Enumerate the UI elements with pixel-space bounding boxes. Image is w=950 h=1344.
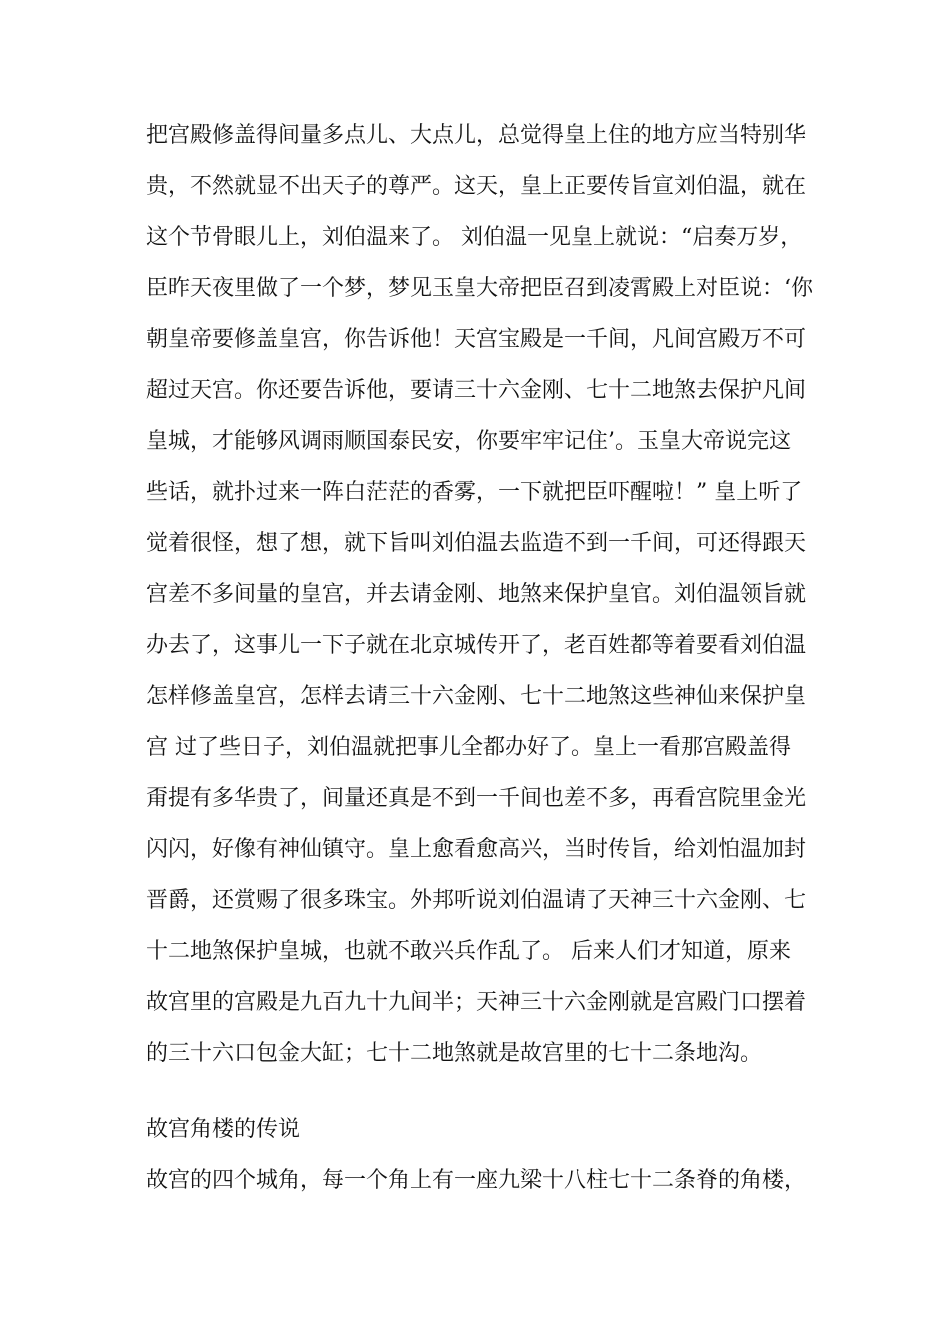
text-line: 甭提有多华贵了，间量还真是不到一千间也差不多，再看宫院里金光 (146, 786, 807, 811)
text-line: 超过天宫。你还要告诉他，要请三十六金刚、七十二地煞去保护凡间 (146, 378, 807, 403)
text-line: 怎样修盖皇宫，怎样去请三十六金刚、七十二地煞这些神仙来保护皇 (146, 684, 807, 709)
text-line: 晋爵，还赏赐了很多珠宝。外邦听说刘伯温请了天神三十六金刚、七 (146, 888, 807, 913)
text-line: 故宫里的宫殿是九百九十九间半；天神三十六金刚就是宫殿门口摆着 (146, 990, 807, 1015)
text-line: 臣昨天夜里做了一个梦，梦见玉皇大帝把臣召到凌霄殿上对臣说：‘你 (146, 276, 813, 301)
section-paragraph (146, 1155, 811, 1206)
text-line: 贵，不然就显不出天子的尊严。这天，皇上正要传旨宣刘伯温，就在 (146, 174, 807, 199)
text-line: 的三十六口包金大缸；七十二地煞就是故宫里的七十二条地沟。 (146, 1041, 763, 1066)
text-line: 宫 过了些日子，刘伯温就把事儿全都办好了。皇上一看那宫殿盖得 (146, 735, 791, 760)
text-line: 闪闪，好像有神仙镇守。皇上愈看愈高兴，当时传旨，给刘怕温加封 (146, 837, 807, 862)
text-line: 皇城，才能够风调雨顺国泰民安，你要牢牢记住’。玉皇大帝说完这 (146, 429, 791, 454)
story-paragraph (146, 110, 811, 1079)
section-heading (146, 1104, 811, 1155)
text-line: 这个节骨眼儿上，刘伯温来了。 刘伯温一见皇上就说：“启奏万岁， (146, 225, 803, 250)
text-line: 些话，就扑过来一阵白茫茫的香雾，一下就把臣吓醒啦！” 皇上听了 (146, 480, 803, 505)
text-line: 觉着很怪，想了想，就下旨叫刘伯温去监造不到一千间，可还得跟天 (146, 531, 807, 556)
text-line: 十二地煞保护皇城，也就不敢兴兵作乱了。 后来人们才知道，原来 (146, 939, 791, 964)
text-line: 宫差不多间量的皇宫，并去请金刚、地煞来保护皇官。刘伯温领旨就 (146, 582, 807, 607)
section-heading-text: 故宫角楼的传说 (146, 1117, 301, 1142)
text-line: 办去了，这事儿一下子就在北京城传开了，老百姓都等着要看刘伯温 (146, 633, 807, 658)
text-line: 把宫殿修盖得间量多点儿、大点儿，总觉得皇上住的地方应当特别华 (146, 123, 807, 148)
text-line: 故宫的四个城角，每一个角上有一座九梁十八柱七十二条脊的角楼， (146, 1168, 807, 1193)
text-line: 朝皇帝要修盖皇宫，你告诉他！天宫宝殿是一千间，凡间宫殿万不可 (146, 327, 807, 352)
